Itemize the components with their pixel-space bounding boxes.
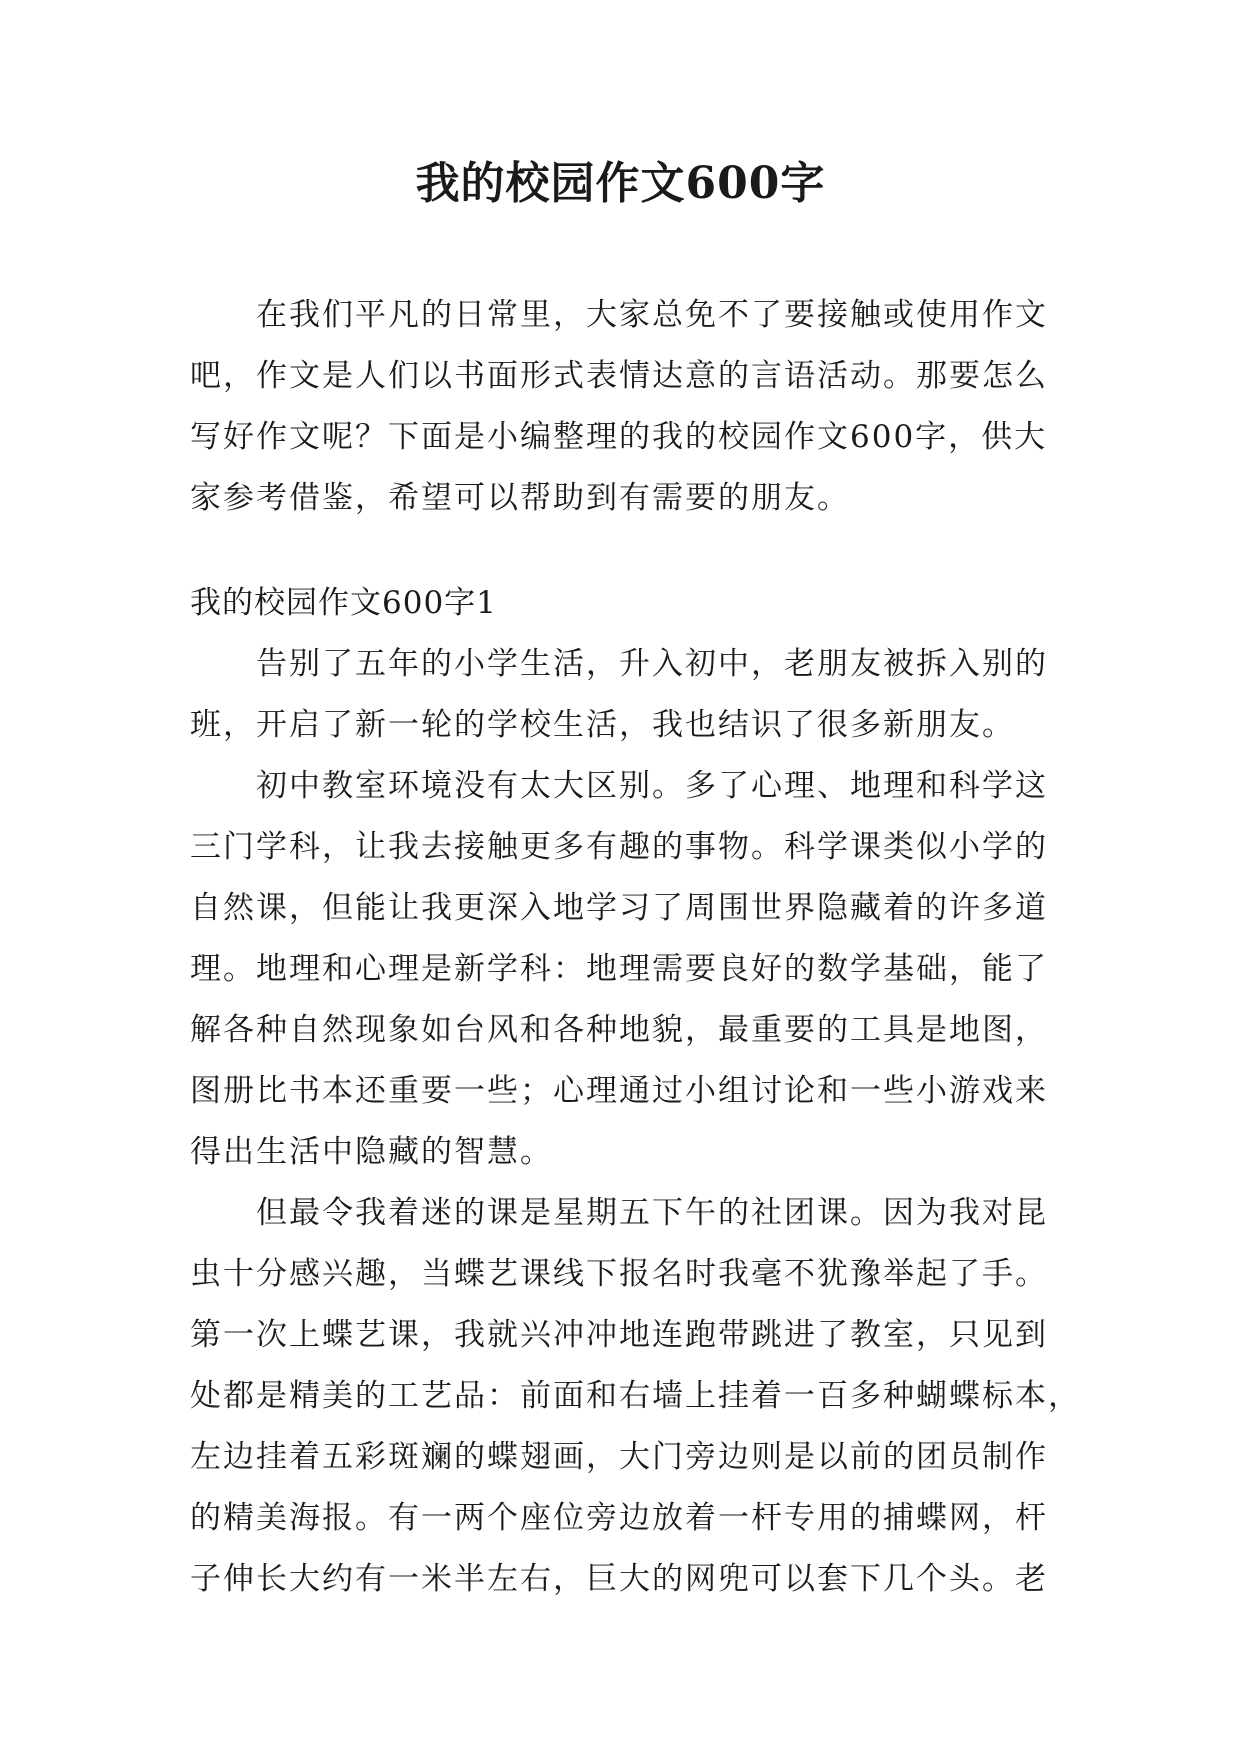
essay-line: 左边挂着五彩斑斓的蝶翅画，大门旁边则是以前的团员制作 (190, 1439, 1048, 1475)
essay-line: 告别了五年的小学生活，升入初中，老朋友被拆入别的 (256, 646, 1048, 682)
essay-line: 初中教室环境没有太大区别。多了心理、地理和科学这 (256, 768, 1048, 804)
intro-line: 家参考借鉴，希望可以帮助到有需要的朋友。 (190, 480, 850, 516)
intro-line: 在我们平凡的日常里，大家总免不了要接触或使用作文 (256, 297, 1048, 333)
intro-line: 吧，作文是人们以书面形式表情达意的言语活动。那要怎么 (190, 358, 1048, 394)
essay-line: 子伸长大约有一米半左右，巨大的网兜可以套下几个头。老 (190, 1561, 1048, 1597)
document-title: 我的校园作文600字 (415, 158, 826, 209)
essay-line: 但最令我着迷的课是星期五下午的社团课。因为我对昆 (256, 1195, 1048, 1231)
intro-line: 写好作文呢？下面是小编整理的我的校园作文600字，供大 (190, 419, 1048, 455)
essay-paragraph (190, 634, 1052, 756)
section-heading: 我的校园作文600字1 (190, 585, 497, 621)
intro-paragraph (190, 285, 1052, 529)
essay-line: 第一次上蝶艺课，我就兴冲冲地连跑带跳进了教室，只见到 (190, 1317, 1048, 1353)
essay-line: 的精美海报。有一两个座位旁边放着一杆专用的捕蝶网，杆 (190, 1500, 1048, 1536)
essay-body (190, 634, 1081, 1610)
essay-line: 自然课，但能让我更深入地学习了周围世界隐藏着的许多道 (190, 890, 1048, 926)
essay-line: 图册比书本还重要一些；心理通过小组讨论和一些小游戏来 (190, 1073, 1048, 1109)
essay-paragraph (190, 1183, 1081, 1610)
essay-line: 处都是精美的工艺品：前面和右墙上挂着一百多种蝴蝶标本， (190, 1378, 1081, 1414)
essay-line: 理。地理和心理是新学科：地理需要良好的数学基础，能了 (190, 951, 1048, 987)
essay-line: 解各种自然现象如台风和各种地貌，最重要的工具是地图， (190, 1012, 1048, 1048)
essay-line: 得出生活中隐藏的智慧。 (190, 1134, 553, 1170)
essay-line: 三门学科，让我去接触更多有趣的事物。科学课类似小学的 (190, 829, 1048, 865)
essay-paragraph (190, 756, 1052, 1183)
essay-line: 班，开启了新一轮的学校生活，我也结识了很多新朋友。 (190, 707, 1015, 743)
essay-line: 虫十分感兴趣，当蝶艺课线下报名时我毫不犹豫举起了手。 (190, 1256, 1048, 1292)
